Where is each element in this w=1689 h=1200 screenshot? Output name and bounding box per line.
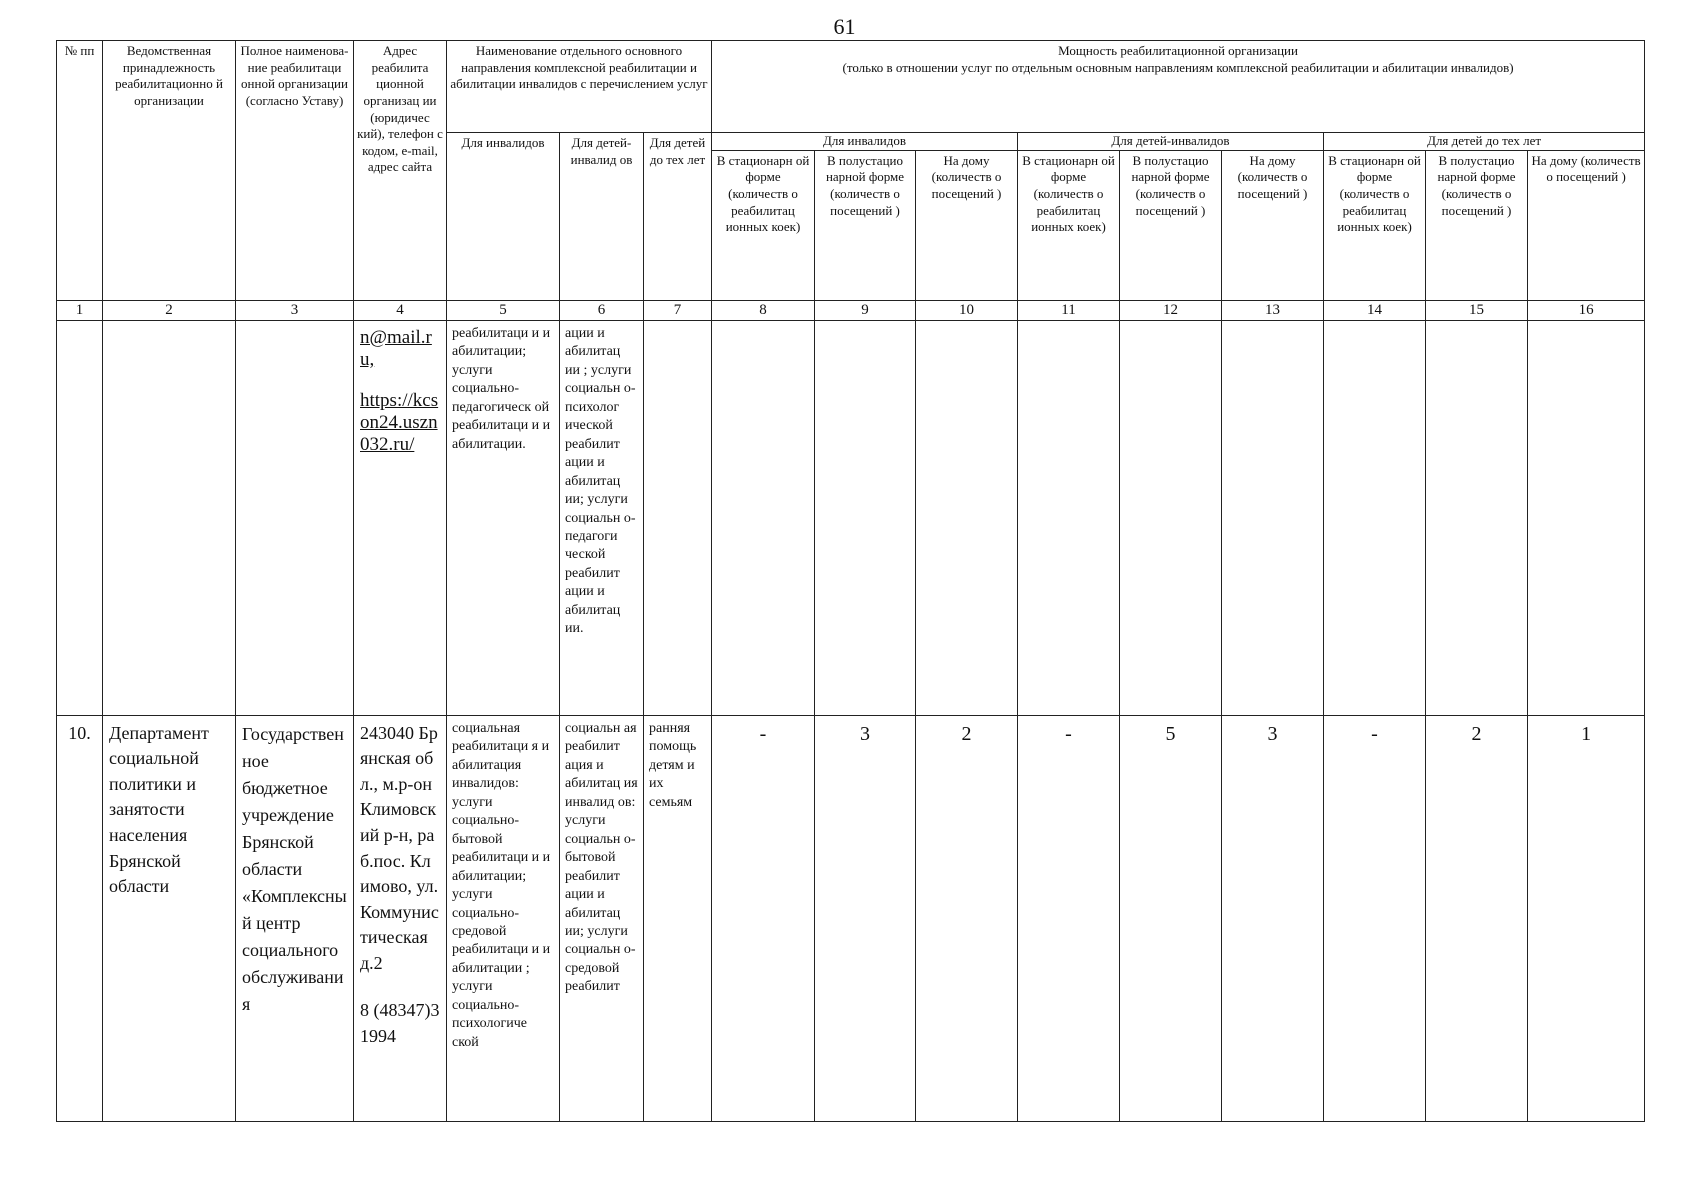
value-disabled-stationary: - (712, 715, 815, 1121)
cell-empty (1426, 320, 1528, 715)
cell-empty (236, 320, 354, 715)
cell-empty (644, 320, 712, 715)
header-dir-young: Для детей до тех лет (644, 133, 712, 301)
cell-services-disabled: реабилитаци и и абилитации; услуги социально-педагогическ ой реабилитаци и и абилитации. (447, 320, 560, 715)
column-number: 1 (57, 300, 103, 320)
header-direction-group: Наименование отдельного основного направления комплексной реабилитации и абилитации инвалидов с перечислением услуг (447, 41, 712, 133)
header-sub-home: На дому (количеств о посещений ) (916, 150, 1018, 300)
header-sub-stationary: В стационарн ой форме (количеств о реабилитац ионных коек) (1324, 150, 1426, 300)
cell-empty (916, 320, 1018, 715)
page-number: 61 (833, 14, 856, 39)
column-number: 10 (916, 300, 1018, 320)
value-young-semi: 2 (1426, 715, 1528, 1121)
address-text: 243040 Брянская обл., м.р-он Климовский р-н, раб.пос. Климово, ул. Коммунистическая д.2 (360, 722, 439, 973)
column-number: 13 (1222, 300, 1324, 320)
header-sub-home: На дому (количеств о посещений ) (1222, 150, 1324, 300)
header-sub-semi: В полустацио нарной форме (количеств о посещений ) (1120, 150, 1222, 300)
column-number: 14 (1324, 300, 1426, 320)
cell-empty (712, 320, 815, 715)
column-number: 16 (1528, 300, 1645, 320)
cell-empty (103, 320, 236, 715)
column-number: 5 (447, 300, 560, 320)
table-row-continued (57, 320, 1645, 715)
cell-services-children: ации и абилитац ии ; услуги социальн о-психолог ической реабилит ации и абилитац ии; услуги социальн о-педагоги ческой реабилит ации и абилитац ии. (560, 320, 644, 715)
column-number: 4 (354, 300, 447, 320)
cell-services-children: социальн ая реабилит ация и абилитац ия инвалид ов: услуги социальн о-бытовой реабилит ации и абилитац ии; услуги социальн о-средовой реабилит (560, 715, 644, 1121)
table-row-10 (57, 715, 1645, 1121)
header-capacity-group: Мощность реабилитационной организации (только в отношении услуг по отдельным основным направлениям комплексной реабилитации и абилитации инвалидов) (712, 41, 1645, 133)
header-sub-semi: В полустацио нарной форме (количеств о посещений ) (815, 150, 916, 300)
header-dir-children: Для детей-инвалид ов (560, 133, 644, 301)
cell-empty (1120, 320, 1222, 715)
cell-empty (1324, 320, 1426, 715)
cell-org-name: Государственное бюджетное учреждение Брянской области «Комплексный центр социального обслуживания (236, 715, 354, 1121)
header-sub-stationary: В стационарн ой форме (количеств о реабилитац ионных коек) (712, 150, 815, 300)
column-number: 15 (1426, 300, 1528, 320)
header-col-department: Ведомственная принадлежность реабилитационно й организации (103, 41, 236, 301)
header-sub-semi: В полустацио нарной форме (количеств о посещений ) (1426, 150, 1528, 300)
column-number: 6 (560, 300, 644, 320)
value-disabled-semi: 3 (815, 715, 916, 1121)
cell-empty (57, 320, 103, 715)
cell-department: Департамент социальной политики и занятости населения Брянской области (103, 715, 236, 1121)
header-sub-stationary: В стационарн ой форме (количеств о реабилитац ионных коек) (1018, 150, 1120, 300)
header-col-address: Адрес реабилита ционной организац ии (юридичес кий), телефон с кодом, e-mail, адрес сайта (354, 41, 447, 301)
cell-empty (1528, 320, 1645, 715)
header-dir-disabled: Для инвалидов (447, 133, 560, 301)
cell-empty (1018, 320, 1120, 715)
value-children-home: 3 (1222, 715, 1324, 1121)
value-disabled-home: 2 (916, 715, 1018, 1121)
column-number: 7 (644, 300, 712, 320)
column-number: 2 (103, 300, 236, 320)
cell-services-disabled: социальная реабилитаци я и абилитация инвалидов: услуги социально-бытовой реабилитаци и и абилитации; услуги социально-средовой реабилитаци и и абилитации ; услуги социально-психологиче ской (447, 715, 560, 1121)
header-row-1 (57, 41, 1645, 133)
cell-address (354, 715, 447, 1121)
header-col-org-name: Полное наименова-ние реабилитаци онной организации (согласно Уставу) (236, 41, 354, 301)
website-link[interactable]: https://kcson24.uszn032.ru/ (360, 389, 439, 456)
value-young-stationary: - (1324, 715, 1426, 1121)
value-young-home: 1 (1528, 715, 1645, 1121)
header-group-young: Для детей до тех лет (1324, 133, 1645, 151)
value-children-stationary: - (1018, 715, 1120, 1121)
phone-text: 8 (48347)31994 (360, 1000, 440, 1046)
row-number: 10. (57, 715, 103, 1121)
value-children-semi: 5 (1120, 715, 1222, 1121)
rehabilitation-table (56, 40, 1645, 1122)
cell-empty (815, 320, 916, 715)
header-sub-home: На дому (количеств о посещений ) (1528, 150, 1645, 300)
header-group-children: Для детей-инвалидов (1018, 133, 1324, 151)
column-number: 11 (1018, 300, 1120, 320)
header-group-disabled: Для инвалидов (712, 133, 1018, 151)
cell-empty (1222, 320, 1324, 715)
column-numbers-row (57, 300, 1645, 320)
header-col-number: № пп (57, 41, 103, 301)
cell-services-young: ранняя помощь детям и их семьям (644, 715, 712, 1121)
column-number: 3 (236, 300, 354, 320)
column-number: 9 (815, 300, 916, 320)
cell-contacts (354, 320, 447, 715)
email-link[interactable]: n@mail.ru, (360, 326, 432, 371)
column-number: 12 (1120, 300, 1222, 320)
column-number: 8 (712, 300, 815, 320)
